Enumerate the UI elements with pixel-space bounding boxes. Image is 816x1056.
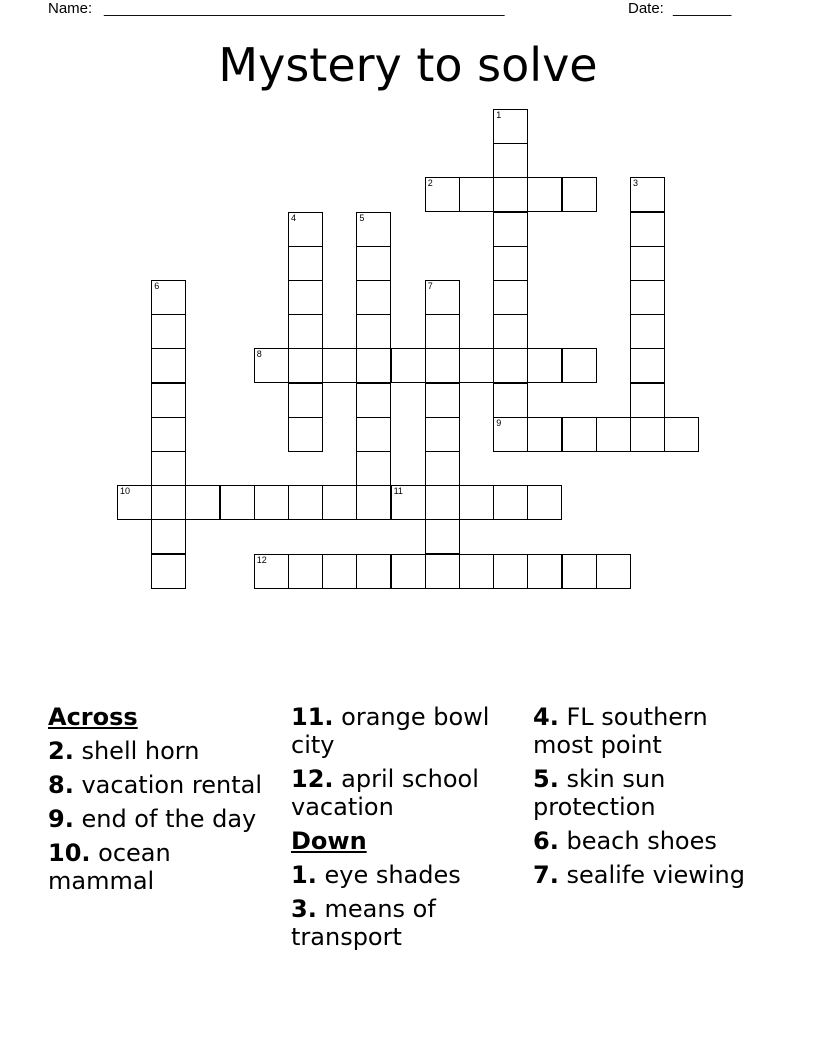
down-heading: Down — [291, 827, 367, 855]
grid-cell[interactable] — [151, 485, 186, 520]
grid-cell[interactable] — [356, 246, 391, 281]
grid-cell[interactable] — [254, 485, 289, 520]
clue-down-4: 4. FL southern most point — [533, 703, 708, 759]
clue-number-label: 4 — [291, 212, 297, 223]
grid-cell[interactable] — [493, 246, 528, 281]
grid-cell[interactable] — [356, 348, 391, 383]
grid-cell[interactable] — [356, 212, 391, 247]
clue-number-label: 5 — [359, 212, 365, 223]
grid-cell[interactable] — [630, 177, 665, 212]
grid-cell[interactable] — [493, 109, 528, 144]
grid-cell[interactable] — [288, 314, 323, 349]
clues-column-1 — [48, 703, 273, 901]
clue-number-label: 2 — [427, 178, 433, 189]
clue-down-1: 1. eye shades — [291, 861, 461, 889]
grid-cell[interactable] — [630, 314, 665, 349]
grid-cell[interactable] — [288, 485, 323, 520]
grid-cell[interactable] — [630, 212, 665, 247]
grid-cell[interactable] — [356, 383, 391, 418]
grid-cell[interactable] — [356, 417, 391, 452]
grid-cell[interactable] — [151, 383, 186, 418]
grid-cell[interactable] — [493, 212, 528, 247]
grid-cell[interactable] — [151, 314, 186, 349]
clue-number-label: 10 — [120, 486, 131, 497]
grid-cell[interactable] — [459, 348, 494, 383]
across-heading: Across — [48, 703, 138, 731]
clue-number-label: 3 — [633, 178, 639, 189]
clue-number-label: 7 — [427, 281, 433, 291]
grid-cell[interactable] — [322, 485, 357, 520]
clue-across-8: 8. vacation rental — [48, 771, 262, 799]
grid-cell[interactable] — [630, 348, 665, 383]
grid-cell[interactable] — [425, 348, 460, 383]
grid-cell[interactable] — [562, 554, 597, 589]
clue-across-9: 9. end of the day — [48, 805, 257, 833]
grid-cell[interactable] — [425, 554, 460, 589]
grid-cell[interactable] — [493, 348, 528, 383]
grid-cell[interactable] — [493, 314, 528, 349]
grid-cell[interactable] — [493, 383, 528, 418]
grid-cell[interactable] — [562, 177, 597, 212]
clue-down-6: 6. beach shoes — [533, 827, 717, 855]
grid-cell[interactable] — [596, 417, 631, 452]
grid-cell[interactable] — [562, 348, 597, 383]
grid-cell[interactable] — [151, 280, 186, 315]
grid-cell[interactable] — [356, 554, 391, 589]
grid-cell[interactable] — [425, 314, 460, 349]
grid-cell[interactable] — [459, 485, 494, 520]
grid-cell[interactable] — [493, 554, 528, 589]
clue-down-5: 5. skin sun protection — [533, 765, 666, 821]
grid-cell[interactable] — [527, 417, 562, 452]
grid-cell[interactable] — [391, 554, 426, 589]
grid-cell[interactable] — [493, 485, 528, 520]
clue-number-label: 9 — [496, 417, 502, 428]
grid-cell[interactable] — [288, 212, 323, 247]
clues-column-2 — [291, 703, 516, 957]
clue-number-label: 11 — [393, 486, 403, 497]
grid-cell[interactable] — [664, 417, 699, 452]
grid-cell[interactable] — [630, 417, 665, 452]
grid-cell[interactable] — [356, 485, 391, 520]
clue-down-3: 3. means of transport — [291, 895, 436, 951]
grid-cell[interactable] — [288, 280, 323, 315]
grid-cell[interactable] — [493, 177, 528, 212]
grid-cell[interactable] — [151, 348, 186, 383]
clue-number-label: 8 — [256, 349, 262, 360]
grid-cell[interactable] — [459, 554, 494, 589]
grid-cell[interactable] — [527, 348, 562, 383]
grid-cell[interactable] — [391, 348, 426, 383]
grid-cell[interactable] — [630, 280, 665, 315]
clue-across-12: 12. april school vacation — [291, 765, 479, 821]
grid-cell[interactable] — [425, 485, 460, 520]
grid-cell[interactable] — [391, 485, 426, 520]
clue-number-label: 1 — [496, 110, 502, 120]
grid-cell[interactable] — [151, 417, 186, 452]
clues-column-3 — [533, 703, 773, 895]
grid-cell[interactable] — [596, 554, 631, 589]
grid-cell[interactable] — [562, 417, 597, 452]
grid-cell[interactable] — [493, 143, 528, 178]
grid-cell[interactable] — [527, 177, 562, 212]
clue-number-label: 6 — [154, 281, 160, 291]
name-date-header — [48, 0, 748, 20]
clue-number-label: 12 — [256, 554, 267, 565]
grid-cell[interactable] — [288, 554, 323, 589]
grid-cell[interactable] — [151, 451, 186, 486]
clue-across-11: 11. orange bowl city — [291, 703, 490, 759]
grid-cell[interactable] — [425, 417, 460, 452]
grid-cell[interactable] — [151, 554, 186, 589]
clue-across-10: 10. ocean mammal — [48, 839, 171, 895]
grid-cell[interactable] — [425, 519, 460, 554]
grid-cell[interactable] — [425, 177, 460, 212]
grid-cell[interactable] — [425, 280, 460, 315]
grid-cell[interactable] — [151, 519, 186, 554]
grid-cell[interactable] — [322, 348, 357, 383]
grid-cell[interactable] — [527, 485, 562, 520]
grid-cell[interactable] — [493, 280, 528, 315]
grid-cell[interactable] — [288, 383, 323, 418]
puzzle-title: Mystery to solve — [218, 38, 598, 92]
name-label: Name: — [48, 0, 93, 17]
grid-cell[interactable] — [254, 348, 289, 383]
grid-cell[interactable] — [288, 348, 323, 383]
grid-cell[interactable] — [356, 314, 391, 349]
date-label: Date: — [628, 0, 664, 17]
grid-cell[interactable] — [630, 383, 665, 418]
grid-cell[interactable] — [322, 554, 357, 589]
grid-cell[interactable] — [288, 246, 323, 281]
grid-cell[interactable] — [356, 280, 391, 315]
grid-cell[interactable] — [630, 246, 665, 281]
grid-cell[interactable] — [425, 383, 460, 418]
date-field-line: _______ — [673, 0, 732, 17]
clue-across-2: 2. shell horn — [48, 737, 200, 765]
grid-cell[interactable] — [527, 554, 562, 589]
grid-cell[interactable] — [356, 451, 391, 486]
name-field-line: ________________________________________________ — [104, 0, 505, 17]
grid-cell[interactable] — [493, 417, 528, 452]
grid-cell[interactable] — [288, 417, 323, 452]
grid-cell[interactable] — [459, 177, 494, 212]
grid-cell[interactable] — [117, 485, 152, 520]
grid-cell[interactable] — [220, 485, 255, 520]
grid-cell[interactable] — [254, 554, 289, 589]
grid-cell[interactable] — [185, 485, 220, 520]
clue-down-7: 7. sealife viewing — [533, 861, 746, 889]
grid-cell[interactable] — [425, 451, 460, 486]
